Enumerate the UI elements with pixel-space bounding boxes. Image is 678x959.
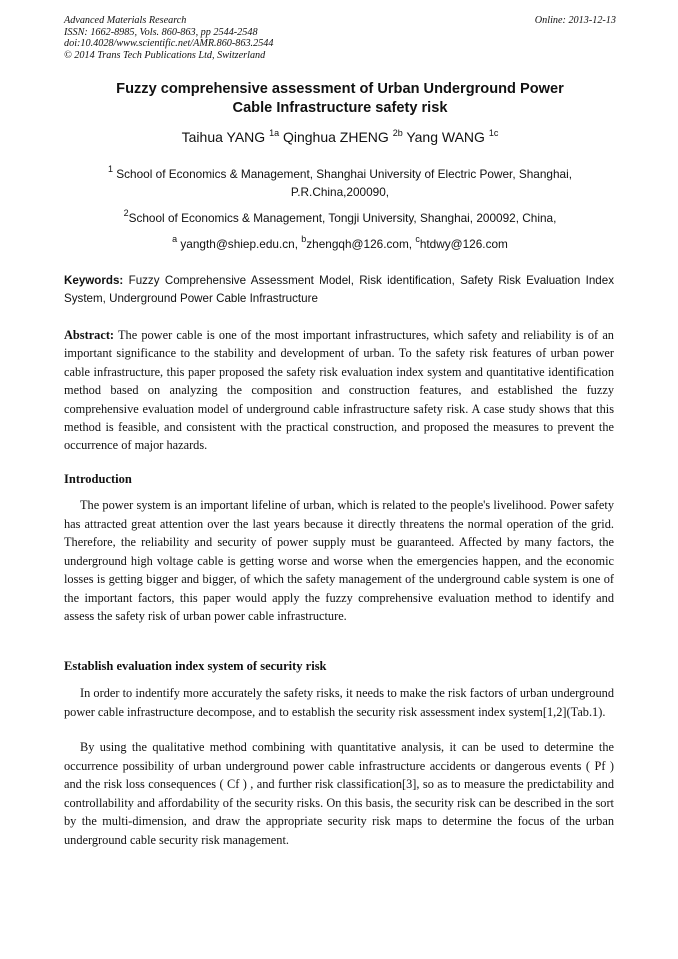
affiliation-text: P.R.China,200090, (290, 185, 390, 199)
affiliation-1 (64, 165, 616, 201)
author-name: Yang WANG (406, 129, 485, 145)
title-line-2: Cable Infrastructure safety risk (232, 100, 448, 116)
email-link[interactable]: yangth@shiep.edu.cn, (180, 237, 298, 251)
author-affil-mark: 2b (392, 128, 403, 138)
journal-header (64, 15, 616, 61)
keywords-block (64, 272, 614, 308)
author-name: Taihua YANG (181, 129, 266, 145)
email-list (64, 235, 616, 253)
section-heading-introduction: Introduction (64, 472, 132, 486)
affiliation-mark: 2 (123, 208, 129, 218)
keywords-label: Keywords: (64, 274, 124, 287)
paper-title (64, 80, 616, 118)
abstract-text: The power cable is one of the most important infrastructures, which safety and reliability is of an important significance to the stability and development of urban. To the safety risk features of urban power cable infrastructure, this paper proposed the safety risk evaluation index system and quantitative identification method based on analyzing the composition and construction features, and established the fuzzy comprehensive evaluation model of underground cable infrastructure safety risk. A case study shows that this method is feasible, and consistent with the practical construction, and proposed the measures to prevent the occurrence of major hazards. (64, 328, 614, 453)
email-mark: a (172, 234, 178, 244)
affiliation-mark: 1 (107, 164, 113, 174)
email-link[interactable]: zhengqh@126.com, (306, 237, 413, 251)
author-list (64, 129, 616, 145)
affiliation-2 (64, 209, 616, 227)
author-affil-mark: 1c (488, 128, 499, 138)
keywords-text: Fuzzy Comprehensive Assessment Model, Risk identification, Safety Risk Evaluation Index System, Underground Power Cable Infrastructure (64, 274, 614, 305)
paragraph: The power system is an important lifeline of urban, which is related to the people's livelihood. Power safety has attracted great attention over the last years because it directly threatens the normal operation of the grid. Therefore, the reliability and security of power supply must be guaranteed. Affected by many factors, the underground high voltage cable is getting worse and worse when the emergencies happen, and the economic losses is getting bigger and bigger, of which the safety management of the underground cable system is one of the important factors, this paper would apply the fuzzy comprehensive evaluation method to identify and assess the safety risk of urban power cable infrastructure. (64, 498, 614, 624)
affiliation-text: School of Economics & Management, Shanghai University of Electric Power, Shanghai, (116, 167, 573, 181)
affiliation-text: School of Economics & Management, Tongji University, Shanghai, 200092, China, (128, 211, 557, 225)
title-line-1: Fuzzy comprehensive assessment of Urban Underground Power (116, 81, 564, 97)
journal-doi: doi:10.4028/www.scientific.net/AMR.860-863.2544 (64, 38, 274, 50)
online-date: Online: 2013-12-13 (534, 15, 616, 26)
author-name: Qinghua ZHENG (282, 129, 389, 145)
email-link[interactable]: htdwy@126.com (419, 237, 508, 251)
abstract-block (64, 326, 614, 455)
journal-copyright: © 2014 Trans Tech Publications Ltd, Switzerland (64, 49, 266, 61)
paragraph: By using the qualitative method combining with quantitative analysis, it can be used to determine the occurrence possibility of urban underground power cable infrastructure accidents or dangerous events ( Pf ) and the risk loss consequences ( Cf ) , and further risk classification[3], so as to measure the predictability and controllability and affordability of the security risks. On this basis, the security risk can be described in the sort by the multi-dimension, and draw the appropriate security risk maps to determine the focus of the urban underground cable security risk management. (64, 740, 614, 847)
abstract-label: Abstract: (64, 328, 115, 342)
author-affil-mark: 1a (269, 128, 280, 138)
journal-name: Advanced Materials Research (64, 15, 187, 26)
email-mark: b (301, 234, 307, 244)
section-heading-evaluation-index: Establish evaluation index system of security risk (64, 659, 327, 673)
email-mark: c (415, 234, 420, 244)
journal-issn: ISSN: 1662-8985, Vols. 860-863, pp 2544-2548 (64, 26, 258, 38)
paragraph: In order to indentify more accurately the safety risks, it needs to make the risk factors of urban underground power cable infrastructure decompose, and to establish the security risk assessment index system[1,2](Tab.1). (64, 686, 614, 719)
